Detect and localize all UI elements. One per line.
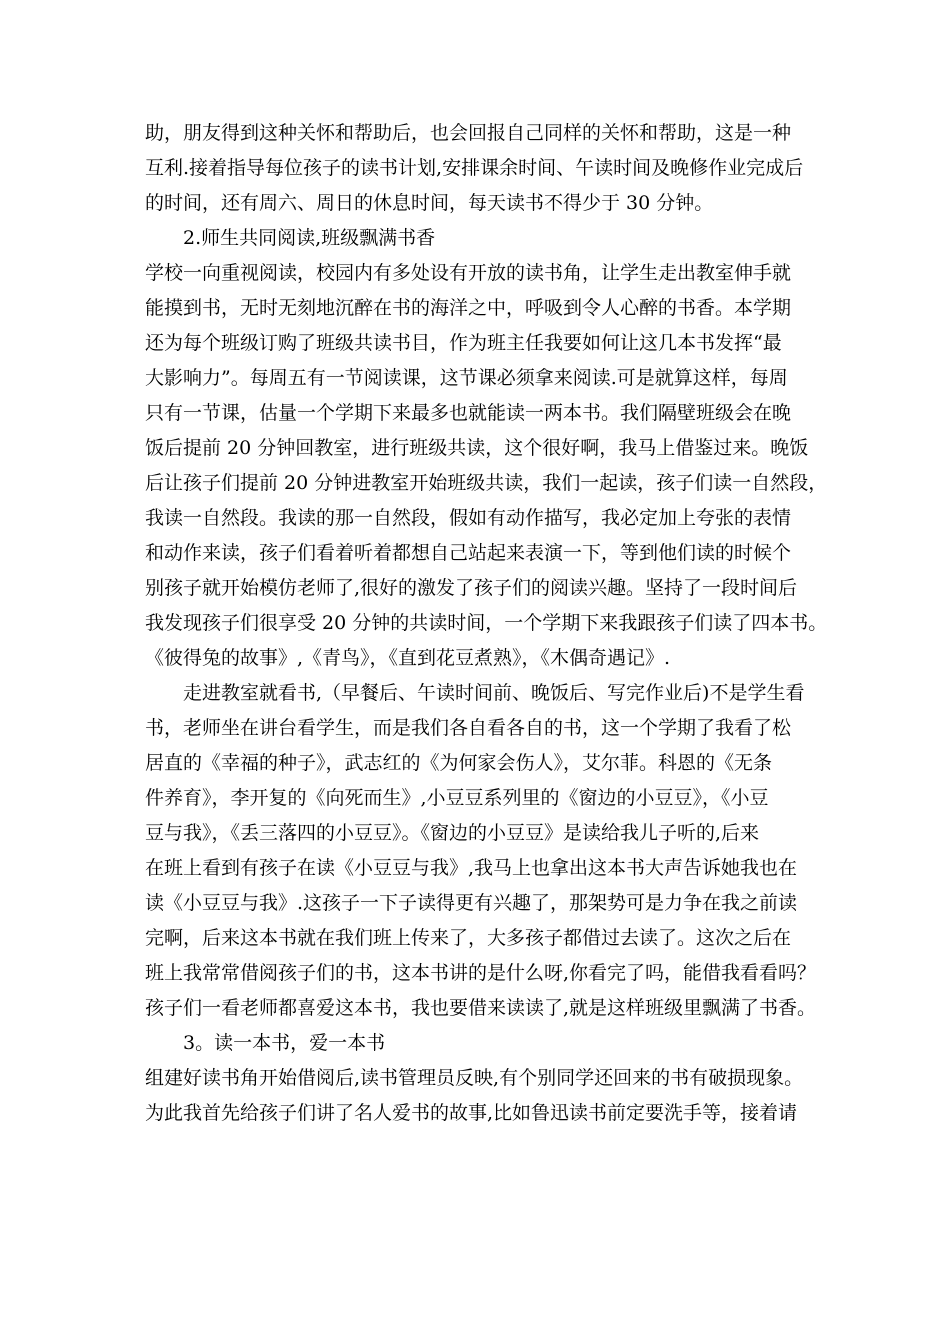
paragraph-classroom-reading [145, 676, 817, 1026]
text-line: 别孩子就开始模仿老师了,很好的激发了孩子们的阅读兴趣。坚持了一段时间后 [145, 577, 798, 599]
text-line: 豆与我》，《丢三落四的小豆豆》。《窗边的小豆豆》是读给我儿子听的,后来 [145, 822, 760, 844]
text-line: 助，朋友得到这种关怀和帮助后，也会回报自己同样的关怀和帮助，这是一种 [145, 122, 792, 144]
text-line: 孩子们一看老师都喜爱这本书，我也要借来读读了,就是这样班级里飘满了书香。 [145, 997, 817, 1019]
text-line: 能摸到书，无时无刻地沉醉在书的海洋之中，呼吸到令人心醉的书香。本学期 [145, 297, 792, 319]
text-line: 为此我首先给孩子们讲了名人爱书的故事,比如鲁迅读书前定要洗手等，接着请 [145, 1102, 798, 1124]
text-line: 走进教室就看书,（早餐后、午读时间前、晚饭后、写完作业后)不是学生看 [183, 682, 805, 704]
section-heading-2 [145, 221, 809, 256]
text-line: 饭后提前 20 分钟回教室，进行班级共读，这个很好啊，我马上借鉴过来。晚饭 [145, 437, 809, 459]
text-line: 的时间，还有周六、周日的休息时间，每天读书不得少于 30 分钟。 [145, 192, 714, 214]
heading-text: 2.师生共同阅读,班级飘满书香 [183, 227, 436, 249]
text-line: 在班上看到有孩子在读《小豆豆与我》,我马上也拿出这本书大声告诉她我也在 [145, 857, 798, 879]
text-line: 只有一节课，估量一个学期下来最多也就能读一两本书。我们隔壁班级会在晚 [145, 402, 792, 424]
text-line: 《彼得兔的故事》,《青鸟》，《直到花豆煮熟》，《木偶奇遇记》. [145, 647, 671, 669]
text-line: 后让孩子们提前 20 分钟进教室开始班级共读，我们一起读，孩子们读一自然段， [145, 472, 828, 494]
text-line: 大影响力”。每周五有一节阅读课，这节课必须拿来阅读.可是就算这样，每周 [145, 367, 788, 389]
text-line: 和动作来读，孩子们看着听着都想自己站起来表演一下，等到他们读的时候个 [145, 542, 792, 564]
paragraph-book-care [145, 1061, 809, 1131]
text-line: 学校一向重视阅读，校园内有多处设有开放的读书角，让学生走出教室伸手就 [145, 262, 792, 284]
text-line: 居直的《幸福的种子》，武志红的《为何家会伤人》，艾尔菲。科恩的《无条 [145, 752, 773, 774]
heading-text: 3。读一本书，爱一本书 [183, 1032, 386, 1054]
text-line: 件养育》，李开复的《向死而生》,小豆豆系列里的《窗边的小豆豆》，《小豆 [145, 787, 769, 809]
section-heading-3 [145, 1026, 809, 1061]
text-line: 还为每个班级订购了班级共读书目，作为班主任我要如何让这几本书发挥“最 [145, 332, 782, 354]
paragraph-shared-reading [145, 256, 828, 676]
paragraph-continuation [145, 116, 809, 221]
text-line: 班上我常常借阅孩子们的书，这本书讲的是什么呀,你看完了吗，能借我看看吗？ [145, 962, 817, 984]
text-line: 书，老师坐在讲台看学生，而是我们各自看各自的书，这一个学期了我看了松 [145, 717, 792, 739]
text-line: 互利.接着指导每位孩子的读书计划,安排课余时间、午读时间及晚修作业完成后 [145, 157, 804, 179]
document-body [145, 116, 828, 1131]
text-line: 我发现孩子们很享受 20 分钟的共读时间，一个学期下来我跟孩子们读了四本书。 [145, 612, 828, 634]
text-line: 读《小豆豆与我》.这孩子一下子读得更有兴趣了，那架势可是力争在我之前读 [145, 892, 798, 914]
text-line: 组建好读书角开始借阅后,读书管理员反映,有个别同学还回来的书有破损现象。 [145, 1067, 804, 1089]
text-line: 我读一自然段。我读的那一自然段，假如有动作描写，我必定加上夸张的表情 [145, 507, 792, 529]
text-line: 完啊，后来这本书就在我们班上传来了，大多孩子都借过去读了。这次之后在 [145, 927, 792, 949]
